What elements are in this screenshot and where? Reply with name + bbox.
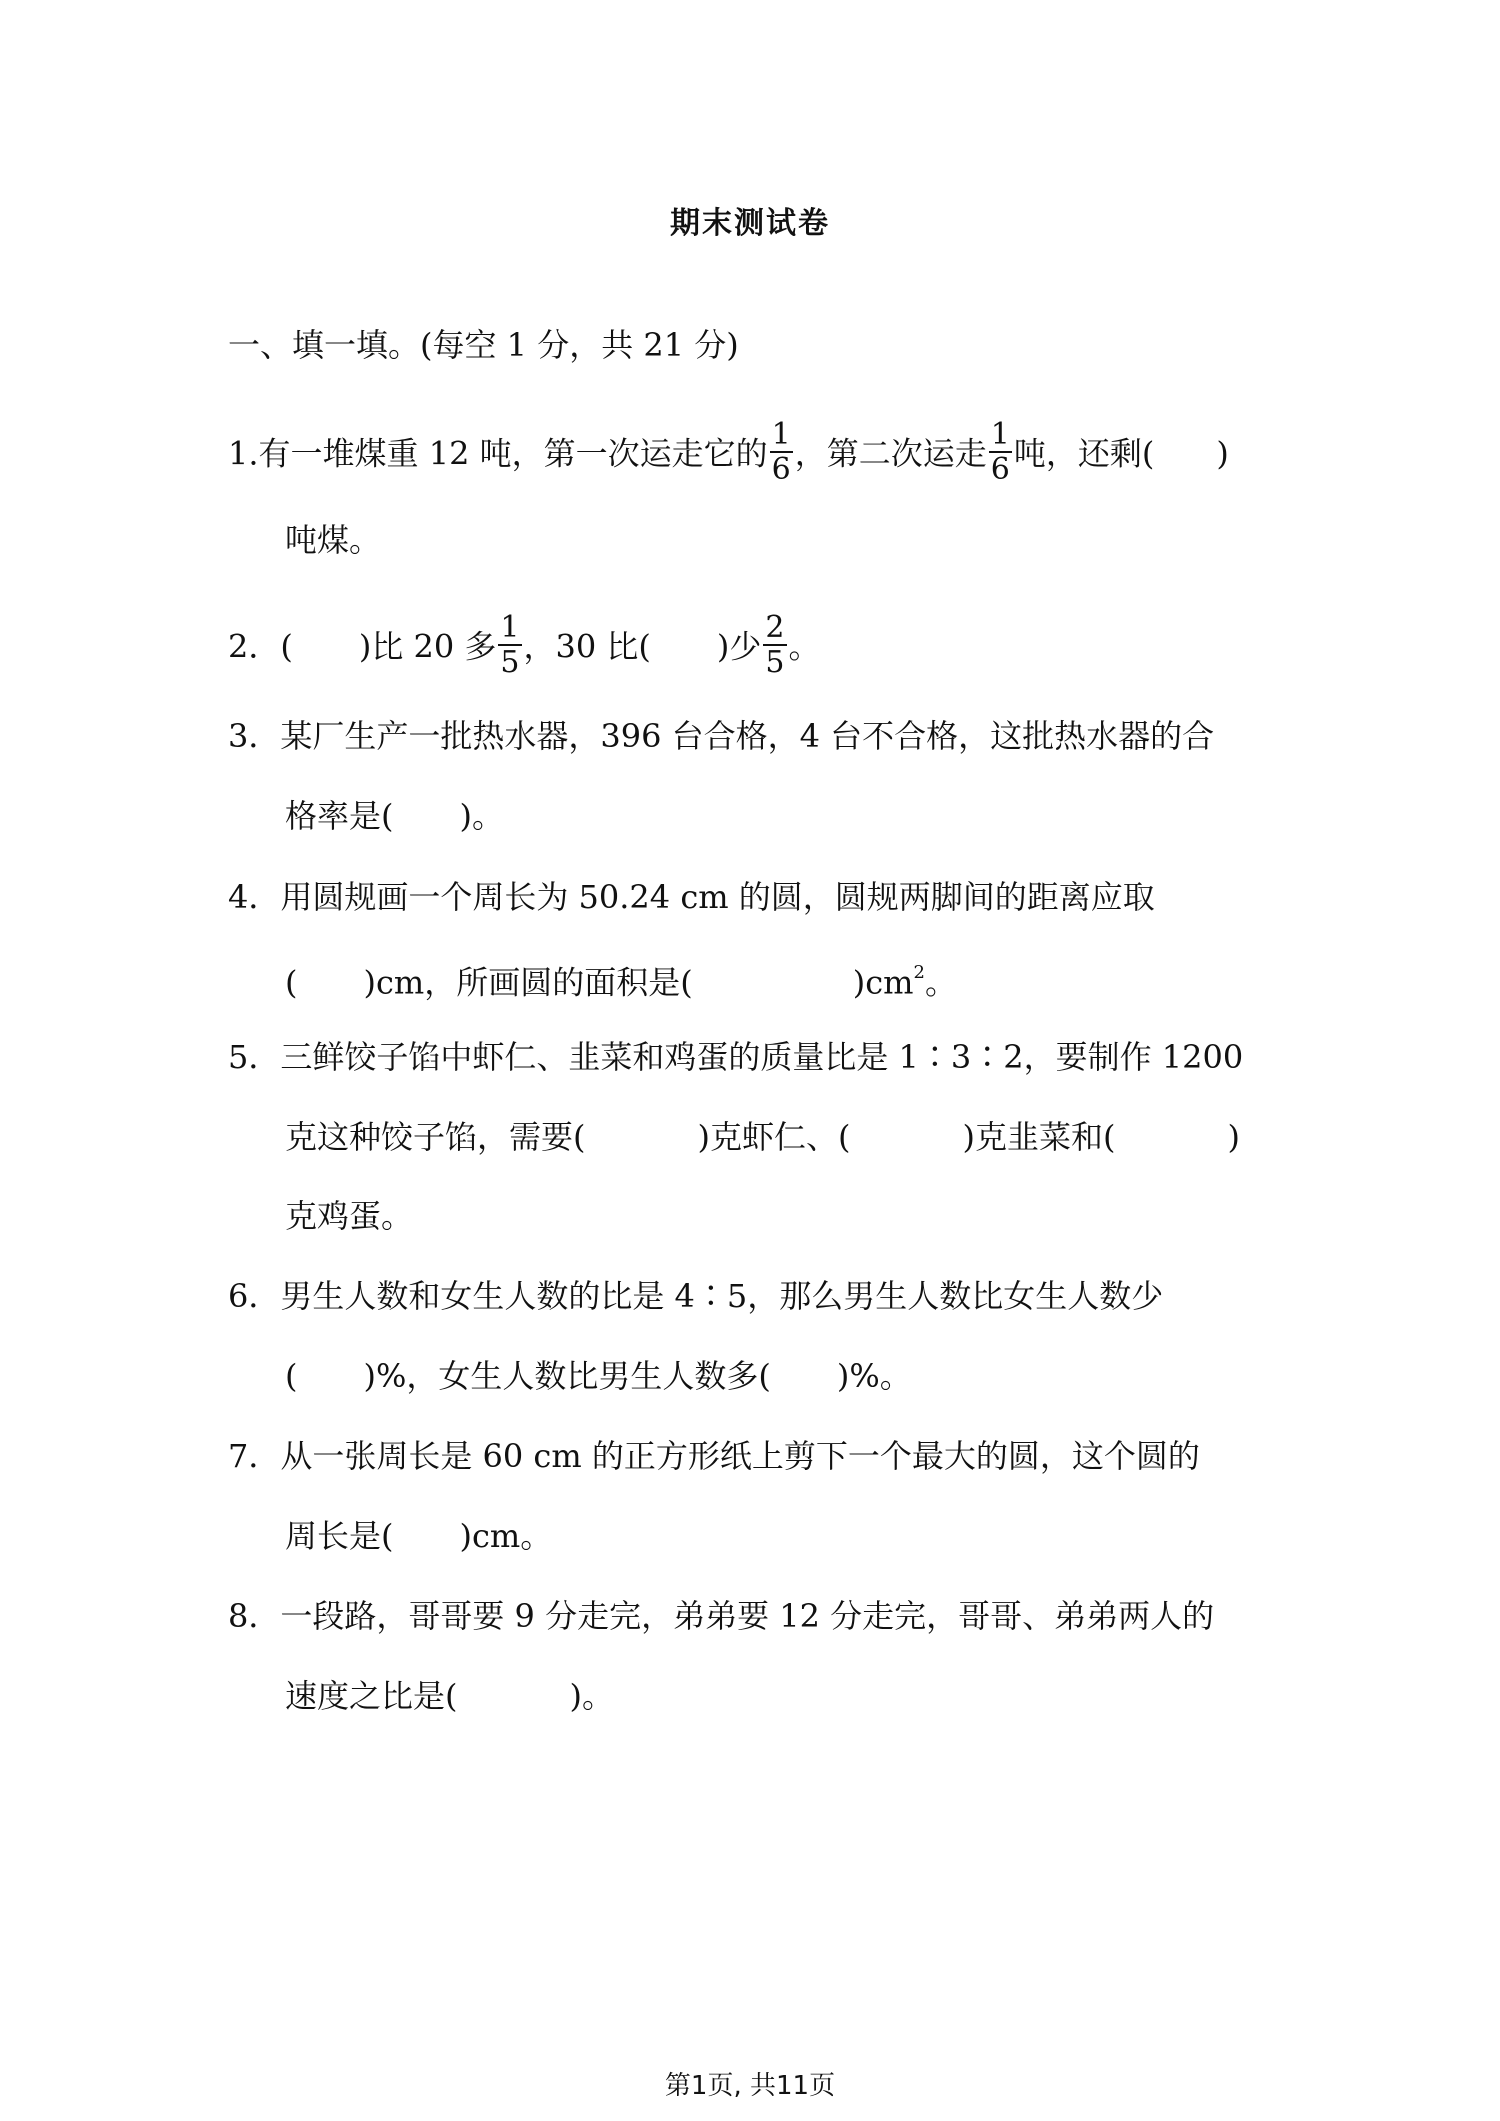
question-3-line-2: 格率是( )。 [285,797,504,835]
question-5-line-1: 5．三鲜饺子馅中虾仁、韭菜和鸡蛋的质量比是 1∶3∶2，要制作 1200 [228,1038,1244,1076]
fraction: $\frac{2}{5}$ [765,610,785,680]
page-title: 期末测试卷 [670,206,830,241]
question-1-line-2: 吨煤。 [285,521,382,559]
question-2: 2．( )比 20 多 $\frac{1}{5}$ ，30 比( )少 $\frac{2}{5}$ 。 [228,610,821,680]
question-4-line-2: ( )cm，所画圆的面积是( )$cm^2$。 [285,962,957,1002]
section-heading: 一、填一填。(每空 1 分，共 21 分) [228,326,739,364]
fraction: $\frac{1}{6}$ [990,417,1010,487]
question-1-line-1: 1.有一堆煤重 12 吨，第一次运走它的 $\frac{1}{6}$ ，第二次运走 $\frac{1}{6}$ 吨，还剩( ) [228,417,1229,487]
question-8-line-1: 8．一段路，哥哥要 9 分走完，弟弟要 12 分走完，哥哥、弟弟两人的 [228,1597,1215,1635]
question-3-line-1: 3．某厂生产一批热水器，396 台合格，4 台不合格，这批热水器的合 [228,717,1215,755]
question-6-line-1: 6．男生人数和女生人数的比是 4∶5，那么男生人数比女生人数少 [228,1277,1164,1315]
fraction: $\frac{1}{5}$ [500,610,520,680]
question-5-line-2: 克这种饺子馅，需要( )克虾仁、( )克韭菜和( ) [285,1118,1240,1156]
fraction: $\frac{1}{6}$ [771,417,791,487]
question-7-line-1: 7．从一张周长是 60 cm 的正方形纸上剪下一个最大的圆，这个圆的 [228,1437,1200,1475]
question-8-line-2: 速度之比是( )。 [285,1677,614,1715]
question-5-line-3: 克鸡蛋。 [285,1197,414,1235]
question-4-line-1: 4．用圆规画一个周长为 50.24 cm 的圆，圆规两脚间的距离应取 [228,878,1155,916]
question-7-line-2: 周长是( )cm。 [285,1517,553,1555]
question-6-line-2: ( )%，女生人数比男生人数多( )%。 [285,1357,912,1395]
page-footer: 第1页, 共11页 [664,2071,836,2101]
